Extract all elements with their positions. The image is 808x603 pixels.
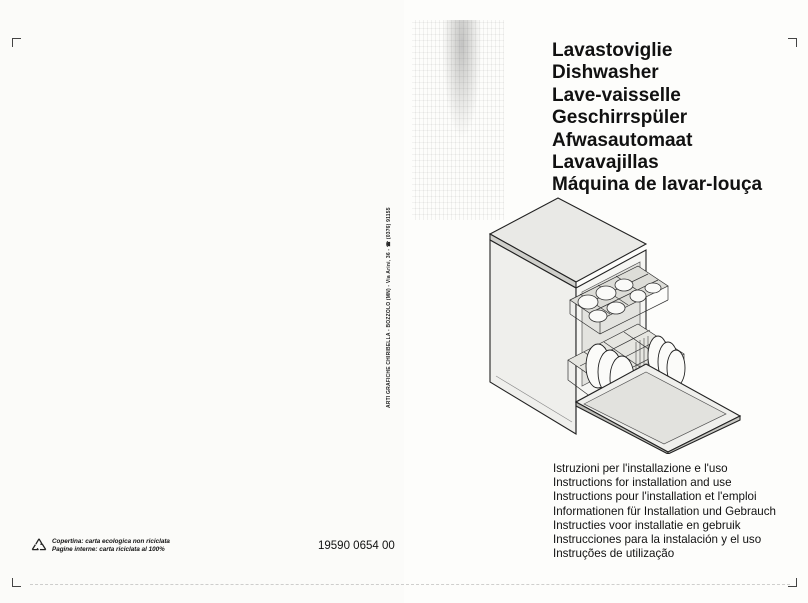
crop-mark: [12, 38, 21, 47]
title-fr: Lave-vaisselle: [552, 84, 681, 106]
document-code-number: 19590 0654 00: [318, 540, 395, 552]
crop-mark: [788, 578, 797, 587]
title-en: Dishwasher: [552, 62, 659, 84]
scan-edge: [30, 584, 790, 585]
recycle-icon: [30, 537, 48, 555]
instructions-es: Instrucciones para la instalación y el uso: [553, 533, 762, 547]
instructions-list: [553, 462, 776, 561]
title-de: Geschirrspüler: [552, 107, 688, 129]
instructions-en: Instructions for installation and use: [553, 476, 732, 490]
title-nl: Afwasautomaat: [552, 129, 693, 151]
printer-imprint: ARTI GRAFICHE CHIRIBELLA - BOZZOLO (MN) - Via Arini, 36 - ☎ (0376) 91155: [386, 207, 392, 408]
instructions-nl: Instructies voor installatie en gebruik: [553, 518, 741, 532]
instructions-it: Istruzioni per l'installazione e l'uso: [553, 462, 728, 475]
crop-mark: [12, 578, 21, 587]
title-it: Lavastoviglie: [552, 40, 673, 61]
scan-noise: [412, 20, 504, 220]
paper-note-cover: Copertina: carta ecologica non riciclata: [52, 538, 170, 545]
product-title-list: [552, 40, 762, 197]
instructions-pt: Instruções de utilização: [553, 547, 675, 561]
paper-note-pages: Pagine interne: carta riciclata al 100%: [52, 546, 165, 553]
crop-mark: [788, 38, 797, 47]
instructions-de: Informationen für Installation und Gebrauch: [553, 504, 776, 518]
title-pt: Máquina de lavar-louça: [552, 174, 763, 196]
instructions-fr: Instructions pour l'installation et l'emploi: [553, 490, 757, 504]
dishwasher-illustration: [488, 196, 744, 454]
title-es: Lavavajillas: [552, 152, 659, 174]
paper-note: [30, 537, 170, 555]
